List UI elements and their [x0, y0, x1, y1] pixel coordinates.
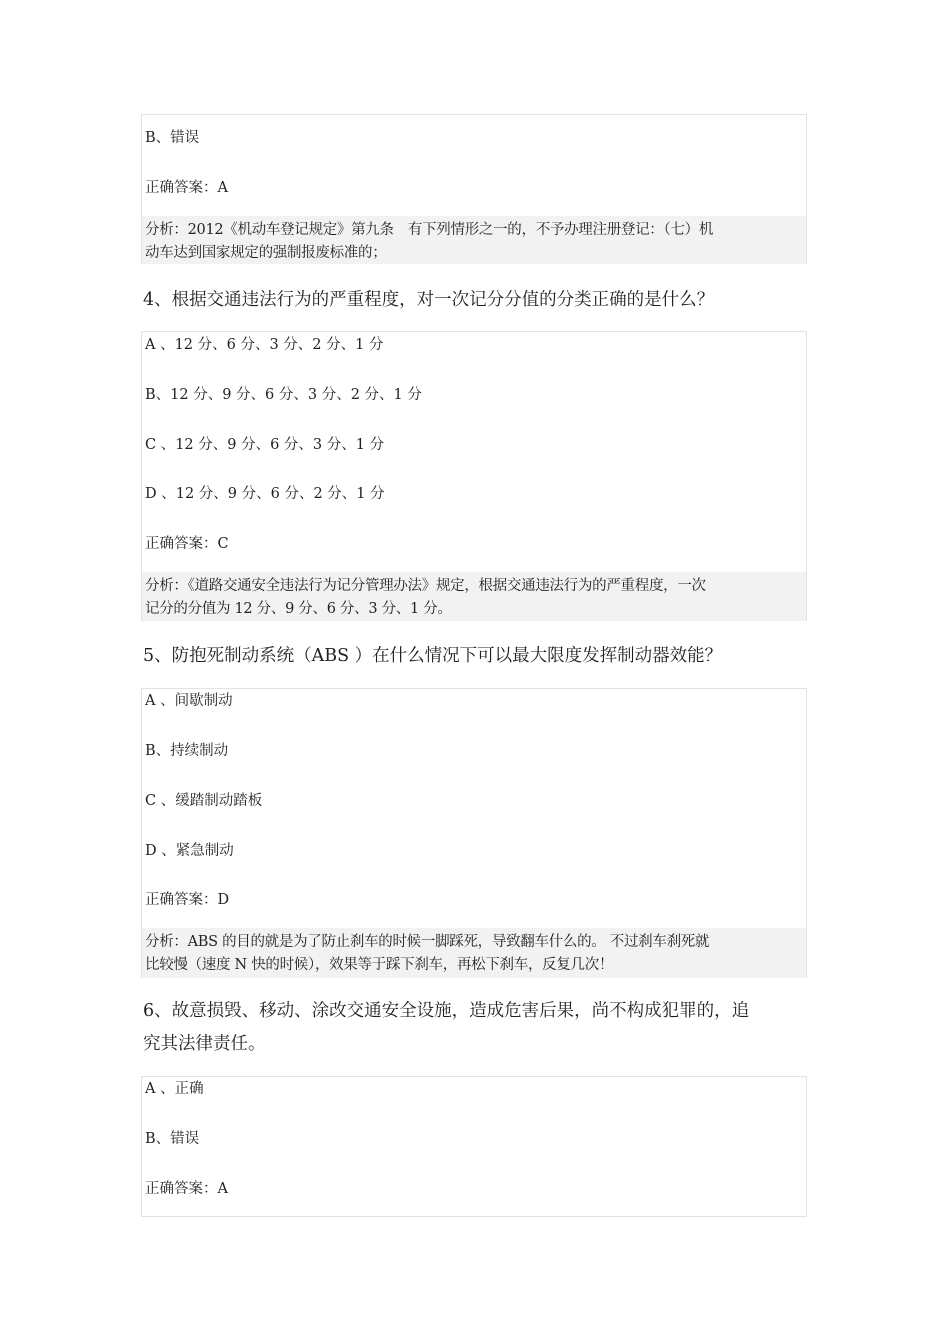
question-3-options-box: [141, 114, 807, 264]
option-a: A 、正确: [145, 1081, 204, 1097]
question-4-options-box: [141, 331, 807, 621]
option-d: D 、12 分、9 分、6 分、2 分、1 分: [145, 486, 385, 502]
question-6-options-box: [141, 1076, 807, 1217]
question-6-title-line: 6、故意损毁、移动、涂改交通安全设施，造成危害后果，尚不构成犯罪的，追: [143, 1001, 750, 1021]
option-b: B、错误: [145, 130, 200, 146]
analysis-line: 分析：2012《机动车登记规定》第九条 有下列情形之一的，不予办理注册登记：（七）机: [145, 222, 714, 238]
option-b: B、持续制动: [145, 743, 229, 759]
option-a: A 、间歇制动: [145, 693, 233, 709]
option-c: C 、缓踏制动踏板: [145, 793, 263, 809]
analysis-line: 记分的分值为 12 分、9 分、6 分、3 分、1 分。: [145, 601, 452, 617]
analysis-line: 动车达到国家规定的强制报废标准的；: [145, 245, 387, 261]
correct-answer: 正确答案：C: [145, 536, 229, 552]
question-6-title-line: 究其法律责任。: [143, 1034, 266, 1054]
correct-answer: 正确答案：A: [145, 1181, 228, 1197]
analysis-line: 分析：《道路交通安全违法行为记分管理办法》规定，根据交通违法行为的严重程度，一次: [145, 578, 706, 594]
correct-answer: 正确答案：A: [145, 180, 228, 196]
analysis-line: 分析：ABS 的目的就是为了防止刹车的时候一脚踩死，导致翻车什么的。 不过刹车刹死就: [145, 934, 710, 950]
option-a: A 、12 分、6 分、3 分、2 分、1 分: [145, 337, 384, 353]
question-5-options-box: [141, 688, 807, 978]
analysis-line: 比较慢（速度 N 快的时候），效果等于踩下刹车，再松下刹车，反复几次！: [145, 957, 614, 973]
question-5-title: 5、防抱死制动系统（ABS ）在什么情况下可以最大限度发挥制动器效能？: [143, 646, 723, 666]
option-b: B、12 分、9 分、6 分、3 分、2 分、1 分: [145, 387, 422, 403]
option-c: C 、12 分、9 分、6 分、3 分、1 分: [145, 437, 385, 453]
analysis-block: [142, 216, 806, 264]
option-b: B、错误: [145, 1131, 200, 1147]
question-4-title: 4、根据交通违法行为的严重程度，对一次记分分值的分类正确的是什么？: [143, 290, 715, 310]
option-d: D 、紧急制动: [145, 843, 234, 859]
analysis-block: [142, 572, 806, 621]
analysis-block: [142, 928, 806, 978]
correct-answer: 正确答案：D: [145, 892, 230, 908]
